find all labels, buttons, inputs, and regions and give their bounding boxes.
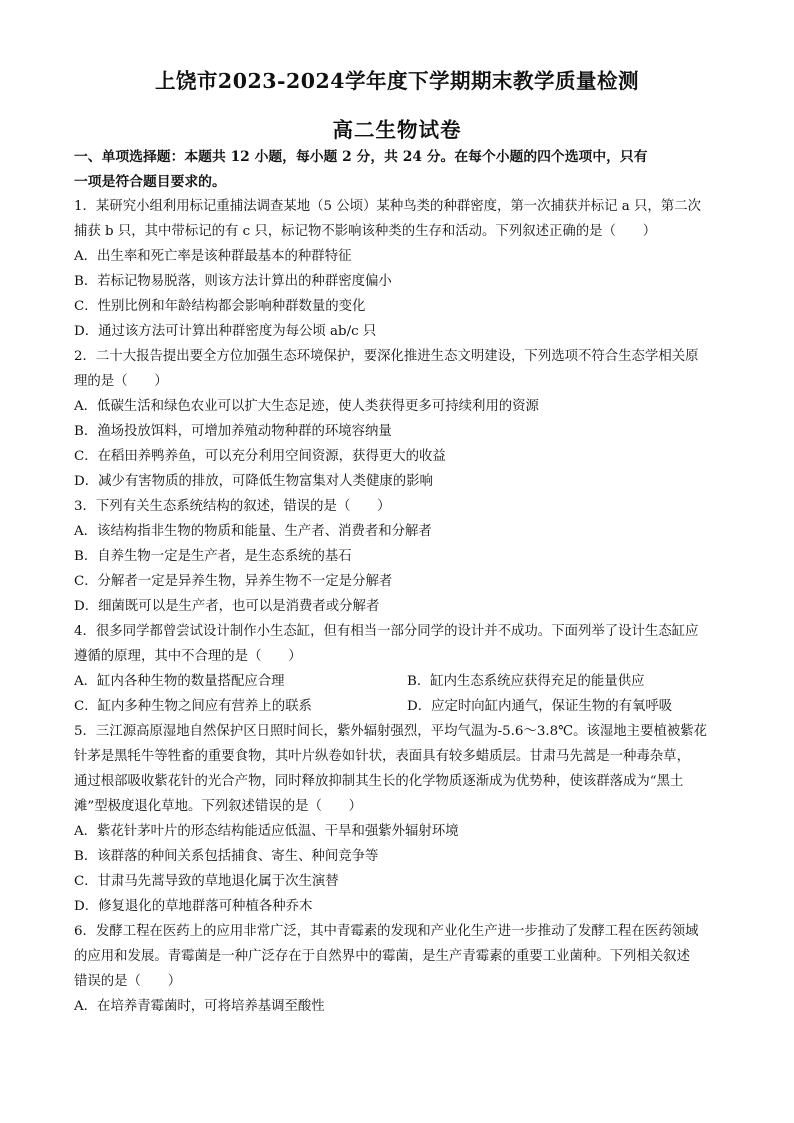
question-6-stem-line-3: 错误的是（ ） [74, 974, 182, 989]
question-5-option-a: A．紫花针茅叶片的形态结构能适应低温、干旱和强紫外辐射环境 [74, 824, 459, 839]
question-2-option-a: A．低碳生活和绿色农业可以扩大生态足迹，使人类获得更多可持续利用的资源 [74, 399, 539, 414]
question-1-stem-line-2: 捕获 b 只，其中带标记的有 c 只，标记物不影响该种类的生存和活动。下列叙述正确的是（ ） [74, 224, 657, 239]
question-4-option-d: D．应定时向缸内通气，保证生物的有氧呼吸 [407, 699, 673, 714]
question-3-option-c: C．分解者一定是异养生物，异养生物不一定是分解者 [74, 574, 393, 589]
question-3-stem-line-1: 3．下列有关生态系统结构的叙述，错误的是（ ） [74, 499, 391, 514]
question-6-stem-line-2: 的应用和发展。青霉菌是一种广泛存在于自然界中的霉菌，是生产青霉素的重要工业菌种。下列相关叙述 [74, 949, 690, 964]
question-5-stem-line-2: 针茅是黑牦牛等牲畜的重要食物，其叶片纵卷如针状，表面具有较多蜡质层。甘肃马先蒿是一种毒杂草， [74, 749, 690, 764]
question-2-option-c: C．在稻田养鸭养鱼，可以充分利用空间资源，获得更大的收益 [74, 449, 446, 464]
question-2-option-b: B．渔场投放饵料，可增加养殖动物种群的环境容纳量 [74, 424, 392, 439]
question-5-stem-line-4: 滩”型极度退化草地。下列叙述错误的是（ ） [74, 799, 363, 814]
question-5-option-d: D．修复退化的草地群落可种植各种乔木 [74, 899, 313, 914]
question-1-option-d: D．通过该方法可计算出种群密度为每公顷 ab/c 只 [74, 324, 377, 339]
question-1-option-c: C．性别比例和年龄结构都会影响种群数量的变化 [74, 299, 366, 314]
question-2-stem-line-2: 理的是（ ） [74, 374, 168, 389]
question-6-stem-line-1: 6．发酵工程在医药上的应用非常广泛，其中青霉素的发现和产业化生产进一步推动了发酵工程在医药领域 [74, 924, 699, 939]
question-2-stem-line-1: 2．二十大报告提出要全方位加强生态环境保护，要深化推进生态文明建设，下列选项不符合生态学相关原 [74, 349, 699, 364]
question-6-option-a: A．在培养青霉菌时，可将培养基调至酸性 [74, 999, 325, 1014]
question-1-option-a: A．出生率和死亡率是该种群最基本的种群特征 [74, 249, 352, 264]
question-4-stem-line-1: 4．很多同学都曾尝试设计制作小生态缸，但有相当一部分同学的设计并不成功。下面列举了设计生态缸应 [74, 624, 699, 639]
exam-subtitle: 高二生物试卷 [332, 118, 462, 142]
question-4-stem-line-2: 遵循的原理，其中不合理的是（ ） [74, 649, 302, 664]
question-1-stem-line-1: 1．某研究小组利用标记重捕法调查某地（5 公顷）某种鸟类的种群密度，第一次捕获并标记 a 只，第二次 [74, 199, 701, 214]
question-4-option-a: A．缸内各种生物的数量搭配应合理 [74, 674, 285, 689]
question-2-option-d: D．减少有害物质的排放，可降低生物富集对人类健康的影响 [74, 474, 433, 489]
question-5-stem-line-3: 通过根部吸收紫花针的光合产物，同时释放抑制其生长的化学物质逐渐成为优势种，使该群落成为“黑土 [74, 774, 684, 789]
question-3-option-a: A．该结构指非生物的物质和能量、生产者、消费者和分解者 [74, 524, 432, 539]
question-3-option-d: D．细菌既可以是生产者，也可以是消费者或分解者 [74, 599, 380, 614]
question-4-option-b: B．缸内生态系统应获得充足的能量供应 [407, 674, 645, 689]
section-header-line-2: 一项是符合题目要求的。 [74, 174, 226, 190]
question-3-option-b: B．自养生物一定是生产者，是生态系统的基石 [74, 549, 352, 564]
question-5-option-c: C．甘肃马先蒿导致的草地退化属于次生演替 [74, 874, 339, 889]
exam-title: 上饶市2023-2024学年度下学期期末教学质量检测 [154, 69, 640, 93]
question-1-option-b: B．若标记物易脱落，则该方法计算出的种群密度偏小 [74, 274, 392, 289]
question-5-option-b: B．该群落的种间关系包括捕食、寄生、种间竞争等 [74, 849, 379, 864]
section-header-line-1: 一、单项选择题：本题共 12 小题，每小题 2 分，共 24 分。在每个小题的四个选项中，只有 [74, 149, 648, 165]
question-4-option-c: C．缸内多种生物之间应有营养上的联系 [74, 699, 312, 714]
question-5-stem-line-1: 5．三江源高原湿地自然保护区日照时间长，紫外辐射强烈，平均气温为-5.6～3.8℃。该湿地主要植被紫花 [74, 724, 708, 739]
